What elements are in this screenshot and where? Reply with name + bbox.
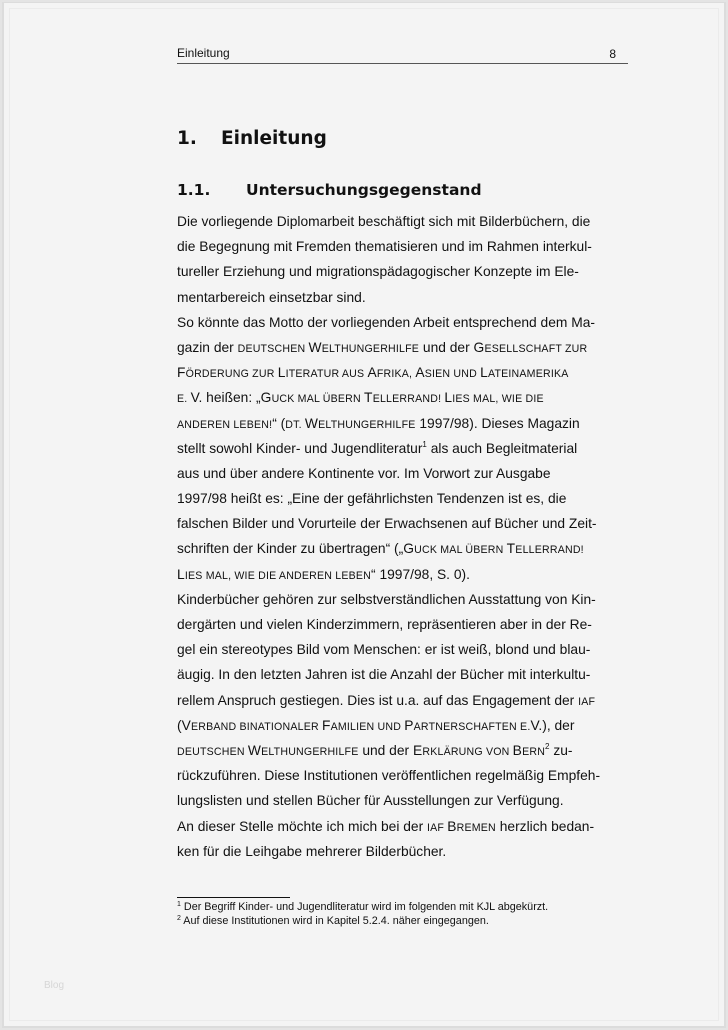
cap-letter: E [412,742,423,758]
footnote-separator [177,897,290,898]
small-caps-text: ANDEREN LEBEN! [177,418,273,431]
paragraph-4 [177,814,632,864]
cap-letter: T [364,390,373,406]
text-line [177,436,632,461]
cap-letter: L [480,365,488,381]
footnote-text: Auf diese Institutionen wird in Kapitel 5.2.4. näher eingegangen. [180,915,489,927]
small-caps-text: ELTHUNGERHILFE [321,342,420,355]
small-caps-text: ERN [522,745,546,758]
cap-letter: B [512,742,523,758]
text-line: lungslisten und stellen Bücher für Ausstellungen zur Verfügung. [177,793,564,809]
watermark: Blog [44,980,65,991]
small-caps-run [403,541,584,557]
text-run: schriften der Kinder zu übertragen“ („ [177,541,404,557]
body-text [177,209,632,864]
small-caps-text: E. [177,393,191,406]
cap-letter: W [308,339,322,355]
text-line [177,335,632,360]
text-line: dergärten und vielen Kinderzimmern, repräsentieren aber in der Re- [177,617,592,632]
footnote-text: Der Begriff Kinder- und Jugendliteratur wird im folgenden mit KJL abgekürzt. [180,901,549,913]
text-line: Kinderbücher gehören zur selbstverständlichen Ausstattung von Kin- [177,591,596,607]
text-line: mentarbereich einsetzbar sind. [177,289,366,305]
cap-letter: G [260,390,272,406]
cap-letter: G [403,541,415,557]
text-line [177,713,632,738]
small-caps-text: IAF [427,821,448,834]
footnote-1 [177,900,637,914]
text-line [177,562,632,587]
cap-letter: L [177,566,185,582]
section-title: Untersuchungsgegenstand [246,181,482,199]
small-caps-text: SIEN UND [424,368,481,381]
text-line: tureller Erziehung und migrationspädagogischer Konzepte im Ele- [177,264,579,280]
text-line: So könnte das Motto der vorliegenden Arbeit entsprechend dem Ma- [177,314,595,330]
small-caps-run [427,818,496,834]
text-run: An dieser Stelle möchte ich mich bei der [177,818,427,834]
text-line [177,385,632,410]
cap-letter: T [506,541,516,557]
text-line: äugig. In den letzten Jahren ist die Anzahl der Bücher mit interkultu- [177,667,591,683]
small-caps-text: ATEINAMERIKA [488,368,569,381]
text-line [177,814,632,839]
text-line [177,738,632,763]
cap-letter: F [177,365,186,381]
text-run: ( [177,717,182,733]
small-caps-text: ARTNERSCHAFTEN E. [413,720,531,733]
cap-letter: G [473,339,485,355]
footnote-ref-2[interactable]: 2 [545,741,550,751]
text-line: aus und über andere Kontinente vor. Im Vorwort zur Ausgabe [177,465,551,481]
footnote-mark: 2 [177,915,181,922]
document-page [2,2,726,1028]
small-caps-text: IES MAL, WIE DIE [452,393,544,406]
small-caps-text: ELTHUNGERHILFE [261,745,359,758]
text-line: 1997/98 heißt es: „Eine der gefährlichsten Tendenzen ist es, die [177,491,567,507]
running-header-title: Einleitung [177,46,230,60]
small-caps-text: UCK MAL ÜBERN [414,544,507,557]
text-run: zu- [549,742,573,758]
text-line [177,688,632,713]
small-caps-run [260,390,544,406]
chapter-heading [177,127,327,151]
text-line [177,536,632,561]
small-caps-run [177,742,359,758]
cap-letter: F [321,717,331,733]
footnotes [177,900,637,928]
cap-letter: W [304,415,319,431]
small-caps-run [412,742,546,758]
text-line [177,360,632,385]
text-run: und der [419,339,474,355]
small-caps-text: AMILIEN UND [330,720,405,733]
small-caps-text: DEUTSCHEN [237,342,309,355]
small-caps-text: ÖRDERUNG ZUR [185,368,278,381]
small-caps-text: REMEN [456,821,496,834]
small-caps-run [237,339,420,355]
footnote-2 [177,914,637,928]
text-run: rellem Anspruch gestiegen. Dies ist u.a. auf das Engagement der [177,692,579,708]
cap-letter: P [404,717,414,733]
text-run: V. heißen: „ [190,390,261,406]
small-caps-text: UCK MAL ÜBERN [271,393,365,406]
paragraph-2 [177,310,632,587]
cap-letter: V [181,717,192,733]
text-line [177,411,632,436]
text-line: rückzuführen. Diese Institutionen veröffentlichen regelmäßig Empfeh- [177,768,601,784]
small-caps-run [181,717,531,733]
text-run: stellt sowohl Kinder- und Jugendliteratur [177,440,423,456]
small-caps-text: ERBAND BINATIONALER [191,720,322,733]
footnote-mark: 1 [177,901,181,908]
small-caps-text: ELLERRAND! [515,544,584,557]
text-run: und der [358,742,413,758]
chapter-title: Einleitung [221,128,327,149]
cap-letter: A [415,365,425,381]
text-line: ken für die Leihgabe mehrerer Bilderbücher. [177,843,447,859]
footnote-ref-1[interactable]: 1 [422,439,427,449]
text-line: gel ein stereotypes Bild vom Menschen: er ist weiß, blond und blau- [177,642,591,658]
text-run: als auch Begleitmaterial [426,440,578,456]
small-caps-text: DT. [285,418,305,431]
small-caps-run [473,339,588,355]
page-number: 8 [609,47,616,61]
small-caps-text: RKLÄRUNG VON [422,745,513,758]
text-line: die Begegnung mit Fremden thematisieren und im Rahmen interkul- [177,239,592,255]
small-caps-text: ELTHUNGERHILFE [318,418,416,431]
text-run: “ 1997/98, S. 0). [371,566,470,582]
small-caps-text: IES MAL, WIE DIE ANDEREN LEBEN [184,569,372,582]
cap-letter: A [367,365,377,381]
paragraph-1 [177,209,632,310]
small-caps-text: ITERATUR AUS [285,368,368,381]
text-line: falschen Bilder und Vorurteile der Erwachsenen auf Bücher und Zeit- [177,516,597,532]
small-caps-text: ELLERRAND! [372,393,445,406]
text-line: Die vorliegende Diplomarbeit beschäftigt sich mit Bilderbüchern, die [177,214,591,229]
chapter-number: 1. [177,128,197,149]
small-caps-text: DEUTSCHEN [177,745,248,758]
cap-letter: L [277,365,286,381]
small-caps-text: IAF [578,695,596,708]
text-run: 1997/98). Dieses Magazin [415,415,580,431]
paragraph-3 [177,587,632,814]
running-header [177,46,628,64]
small-caps-run [177,566,372,582]
cap-letter: B [447,818,457,834]
cap-letter: L [444,390,453,406]
text-run: gazin der [177,339,238,355]
section-heading [177,179,482,201]
cap-letter: W [247,742,262,758]
text-run: V.), der [530,717,575,733]
small-caps-text: ESELLSCHAFT ZUR [484,342,588,355]
text-run: “ ( [272,415,286,431]
small-caps-run [285,415,416,431]
small-caps-text: FRIKA, [376,368,416,381]
section-number: 1.1. [177,181,211,199]
text-run: herzlich bedan- [495,818,595,834]
